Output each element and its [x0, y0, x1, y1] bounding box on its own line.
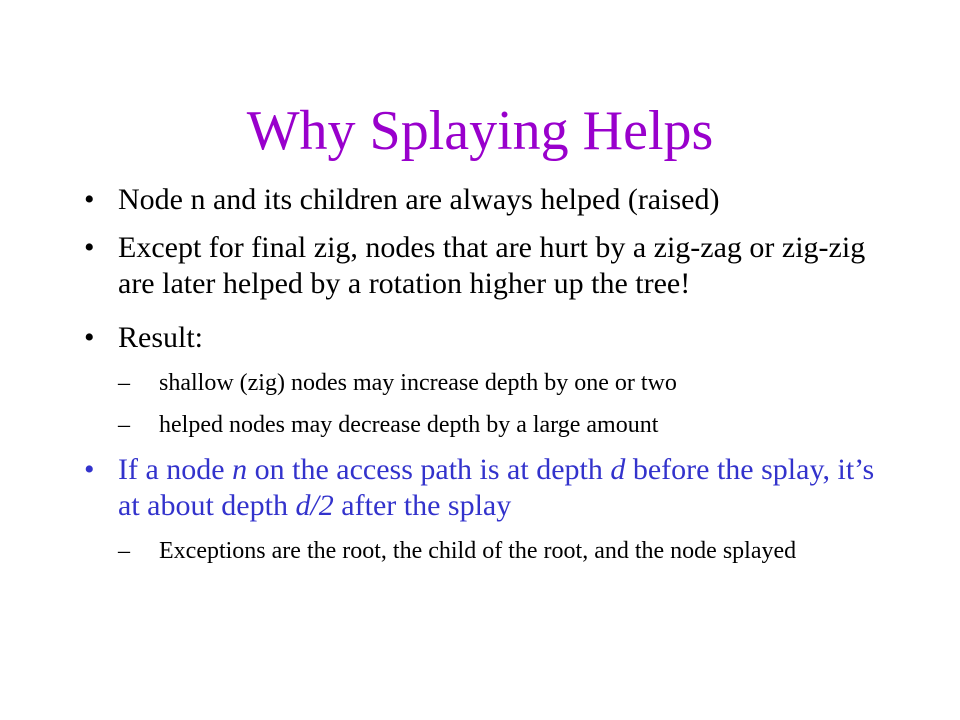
- text-part: after the splay: [333, 489, 512, 522]
- var-d: d: [610, 453, 626, 486]
- slide-content: [84, 182, 884, 578]
- bullet-text: [118, 453, 874, 522]
- bullet-item-2: [84, 230, 884, 302]
- sub-item-3: [84, 536, 884, 566]
- sub-item-1: [84, 368, 884, 398]
- text-part: If a node: [118, 453, 233, 486]
- var-d-half: d/2: [295, 489, 334, 522]
- bullet-text: Node n and its children are always helped (raised): [118, 183, 720, 216]
- dash-glyph: –: [118, 538, 130, 564]
- dash-glyph: –: [118, 412, 130, 438]
- text-part: before the splay, it’s at about depth: [118, 453, 875, 522]
- bullet-glyph: •: [84, 453, 95, 486]
- slide-title: Why Splaying Helps: [246, 100, 714, 162]
- sub-item-text: Exceptions are the root, the child of the root, and the node splayed: [159, 538, 797, 564]
- bullet-item-3: [84, 320, 884, 356]
- bullet-text: Except for final zig, nodes that are hurt by a zig-zag or zig-zig are later helped by a rotation higher up the tree!: [118, 231, 866, 300]
- sub-item-text: helped nodes may decrease depth by a large amount: [159, 412, 659, 438]
- bullet-item-1: [84, 182, 884, 218]
- bullet-text: Result:: [118, 321, 204, 354]
- bullet-item-4: [84, 452, 884, 524]
- bullet-glyph: •: [84, 321, 95, 354]
- var-n: n: [232, 453, 248, 486]
- sub-item-2: [84, 410, 884, 440]
- bullet-glyph: •: [84, 183, 95, 216]
- sub-item-text: shallow (zig) nodes may increase depth by one or two: [159, 370, 677, 396]
- bullet-glyph: •: [84, 231, 95, 264]
- text-part: on the access path is at depth: [247, 453, 611, 486]
- dash-glyph: –: [118, 370, 130, 396]
